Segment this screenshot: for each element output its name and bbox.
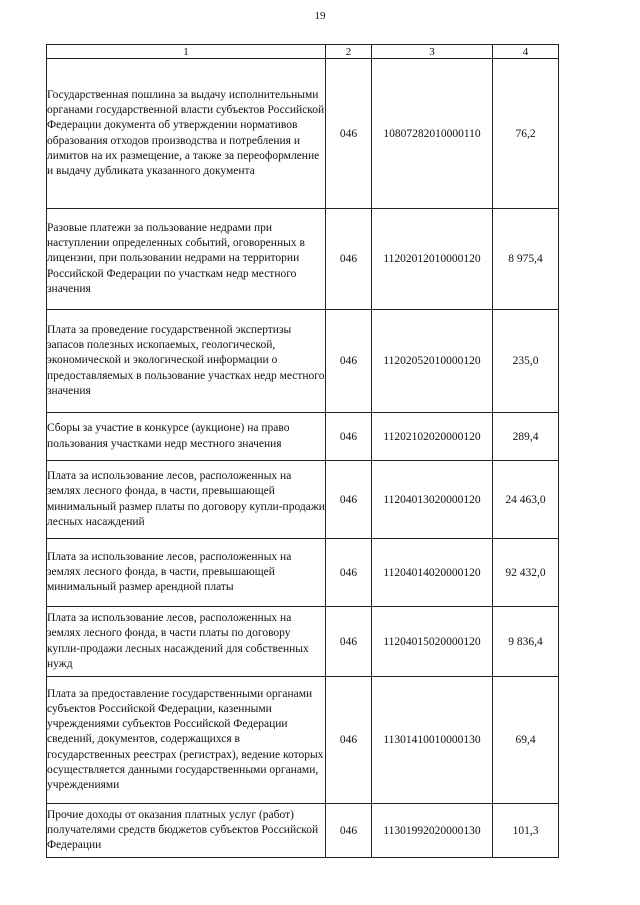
budget-classification-code: 11301992020000130 — [372, 804, 493, 858]
admin-code: 046 — [326, 209, 372, 310]
amount: 9 836,4 — [493, 607, 559, 677]
revenue-name: Сборы за участие в конкурсе (аукционе) на право пользования участками недр местного значения — [47, 413, 326, 461]
amount: 76,2 — [493, 59, 559, 209]
column-header-4: 4 — [493, 45, 559, 59]
admin-code: 046 — [326, 310, 372, 413]
budget-classification-code: 11204015020000120 — [372, 607, 493, 677]
revenue-name: Государственная пошлина за выдачу исполнительными органами государственной власти субъектов Российской Федерации документа об утверждении нормативов образования отходов производства и потребления и лимитов на их размещение, а также за переоформление и выдачу дубликата указанного документа — [47, 59, 326, 209]
column-header-3: 3 — [372, 45, 493, 59]
column-header-2: 2 — [326, 45, 372, 59]
revenue-name: Плата за предоставление государственными органами субъектов Российской Федерации, казенными учреждениями субъектов Российской Федерации сведений, документов, содержащихся в государственных реестрах (регистрах), ведение которых осуществляется данными государственными органами, учреждениями — [47, 677, 326, 804]
table-row — [47, 310, 559, 413]
admin-code: 046 — [326, 677, 372, 804]
budget-classification-code: 10807282010000110 — [372, 59, 493, 209]
amount: 101,3 — [493, 804, 559, 858]
table-header-row — [47, 45, 559, 59]
page-number: 19 — [314, 10, 326, 22]
amount: 235,0 — [493, 310, 559, 413]
table-row — [47, 677, 559, 804]
table-row — [47, 59, 559, 209]
admin-code: 046 — [326, 539, 372, 607]
admin-code: 046 — [326, 461, 372, 539]
revenue-name: Плата за использование лесов, расположенных на землях лесного фонда, в части, превышающей минимальный размер платы по договору купли-продажи лесных насаждений — [47, 461, 326, 539]
amount: 69,4 — [493, 677, 559, 804]
budget-classification-code: 11301410010000130 — [372, 677, 493, 804]
table-row — [47, 804, 559, 858]
admin-code: 046 — [326, 59, 372, 209]
amount: 92 432,0 — [493, 539, 559, 607]
budget-classification-code: 11202102020000120 — [372, 413, 493, 461]
table-row — [47, 413, 559, 461]
table-row — [47, 539, 559, 607]
amount: 289,4 — [493, 413, 559, 461]
table-row — [47, 461, 559, 539]
amount: 24 463,0 — [493, 461, 559, 539]
amount: 8 975,4 — [493, 209, 559, 310]
table-row — [47, 209, 559, 310]
revenue-table — [46, 44, 559, 858]
table-row — [47, 607, 559, 677]
budget-classification-code: 11202012010000120 — [372, 209, 493, 310]
revenue-name: Прочие доходы от оказания платных услуг (работ) получателями средств бюджетов субъектов Российской Федерации — [47, 804, 326, 858]
admin-code: 046 — [326, 413, 372, 461]
admin-code: 046 — [326, 804, 372, 858]
revenue-name: Разовые платежи за пользование недрами при наступлении определенных событий, оговоренных в лицензии, при пользовании недрами на территории Российской Федерации по участкам недр местного значения — [47, 209, 326, 310]
budget-classification-code: 11204014020000120 — [372, 539, 493, 607]
column-header-1: 1 — [47, 45, 326, 59]
budget-classification-code: 11202052010000120 — [372, 310, 493, 413]
revenue-name: Плата за проведение государственной экспертизы запасов полезных ископаемых, геологической, экономической и экологической информации о предоставляемых в пользование участках недр местного значения — [47, 310, 326, 413]
budget-classification-code: 11204013020000120 — [372, 461, 493, 539]
admin-code: 046 — [326, 607, 372, 677]
revenue-name: Плата за использование лесов, расположенных на землях лесного фонда, в части, превышающей минимальный размер арендной платы — [47, 539, 326, 607]
revenue-name: Плата за использование лесов, расположенных на землях лесного фонда, в части платы по договору купли-продажи лесных насаждений для собственных нужд — [47, 607, 326, 677]
